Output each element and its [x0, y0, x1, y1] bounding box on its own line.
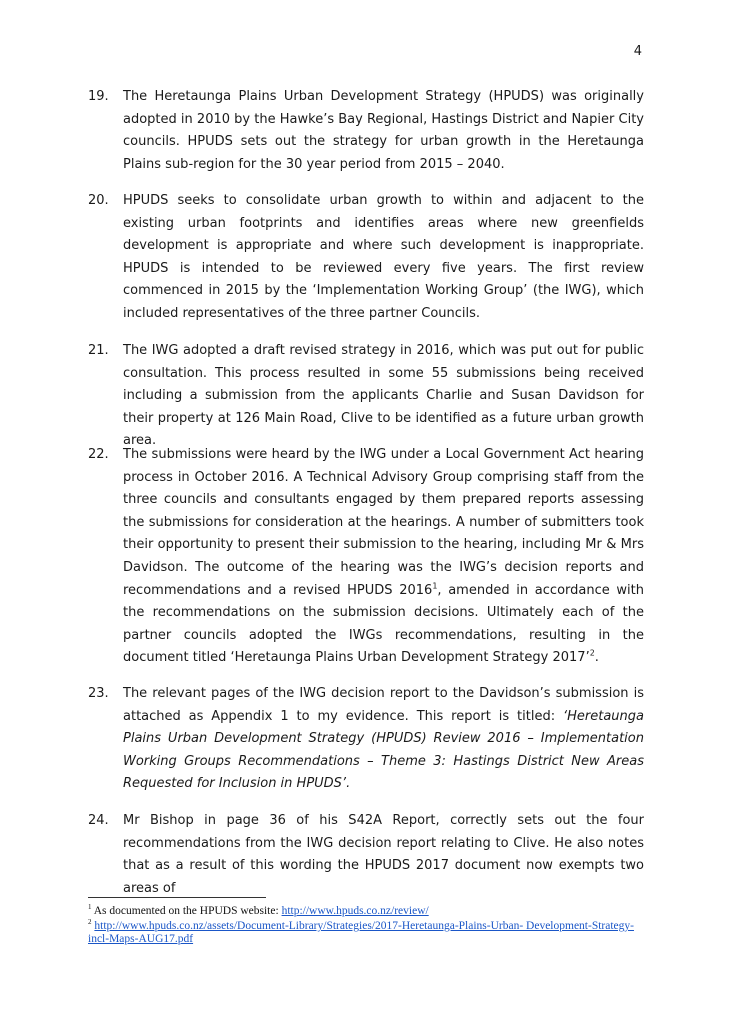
paragraph-number: 21.: [88, 343, 109, 358]
report-title-italic: ‘Heretaunga Plains Urban Development Strategy (HPUDS) Review 2016 – Implementation Working Groups Recommendations – Theme 3: Hastings District New Areas Requested for Inclusion in HPUDS’.: [123, 708, 644, 792]
paragraph-number: 20.: [88, 193, 109, 208]
paragraph-number: 23.: [88, 686, 109, 701]
footnote-1: [88, 905, 648, 918]
footnote-number: 1: [88, 903, 92, 912]
paragraph-23: [88, 683, 644, 796]
footnote-ref-1[interactable]: 1: [432, 581, 438, 591]
paragraph-number: 24.: [88, 813, 109, 828]
paragraph-text: HPUDS seeks to consolidate urban growth to within and adjacent to the existing urban footprints and identifies areas where new greenfields development is appropriate and where such development is inappropriate. HPUDS is intended to be reviewed every five years. The first review commenced in 2015 by the ‘Implementation Working Group’ (the IWG), which included representatives of the three partner Councils.: [123, 193, 644, 321]
footnote-ref-2[interactable]: 2: [589, 649, 595, 659]
paragraph-text-part: The relevant pages of the IWG decision report to the Davidson’s submission is attached as Appendix 1 to my evidence. This report is titled:: [123, 686, 644, 724]
footnote-link[interactable]: http://www.hpuds.co.nz/assets/Document-Library/Strategies/2017-Heretaunga-Plains-Urban- Development-Strategy-incl-Maps-AUG17.pdf: [88, 920, 634, 945]
footnote-divider: [88, 897, 266, 898]
paragraph-24: [88, 810, 644, 900]
paragraph-text-part: The submissions were heard by the IWG under a Local Government Act hearing process in October 2016. A Technical Advisory Group comprising staff from the three councils and consultants engaged by them prepared reports assessing the submissions for consideration at the hearings. A number of submitters took their opportunity to present their submission to the hearing, including Mr & Mrs Davidson. The outcome of the hearing was the IWG’s decision reports and recommendations and a revised HPUDS 2016: [123, 447, 644, 598]
paragraph-text: The IWG adopted a draft revised strategy in 2016, which was put out for public consultation. This process resulted in some 55 submissions being received including a submission from the applicants Charlie and Susan Davidson for their property at 126 Main Road, Clive to be identified as a future urban growth area.: [123, 343, 644, 449]
paragraph-text-part: .: [594, 650, 599, 666]
paragraph-text-part: , amended in accordance with the recommendations on the submission decisions. Ultimately each of the partner councils adopted the IWGs recommendations, resulting in the document titled ‘Heretaunga Plains Urban Development Strategy 2017’: [123, 582, 644, 666]
paragraph-text: Mr Bishop in page 36 of his S42A Report, correctly sets out the four recommendations from the IWG decision report relating to Clive. He also notes that as a result of this wording the HPUDS 2017 document now exempts two areas of: [123, 813, 644, 896]
paragraph-text: [123, 444, 644, 670]
paragraph-21: [88, 340, 644, 453]
footnote-link[interactable]: http://www.hpuds.co.nz/review/: [281, 905, 429, 917]
paragraph-text: The Heretaunga Plains Urban Development Strategy (HPUDS) was originally adopted in 2010 by the Hawke’s Bay Regional, Hastings District and Napier City councils. HPUDS sets out the strategy for urban growth in the Heretaunga Plains sub-region for the 30 year period from 2015 – 2040.: [123, 89, 644, 172]
footnote-2: [88, 920, 648, 946]
paragraph-22: [88, 444, 644, 670]
footnote-number: 2: [88, 918, 92, 927]
paragraph-text: [123, 683, 644, 796]
footnote-text: As documented on the HPUDS website:: [91, 905, 282, 917]
paragraph-19: [88, 86, 644, 176]
paragraph-20: [88, 190, 644, 326]
paragraph-number: 19.: [88, 89, 109, 104]
paragraph-number: 22.: [88, 447, 109, 462]
page-number: 4: [633, 44, 642, 59]
